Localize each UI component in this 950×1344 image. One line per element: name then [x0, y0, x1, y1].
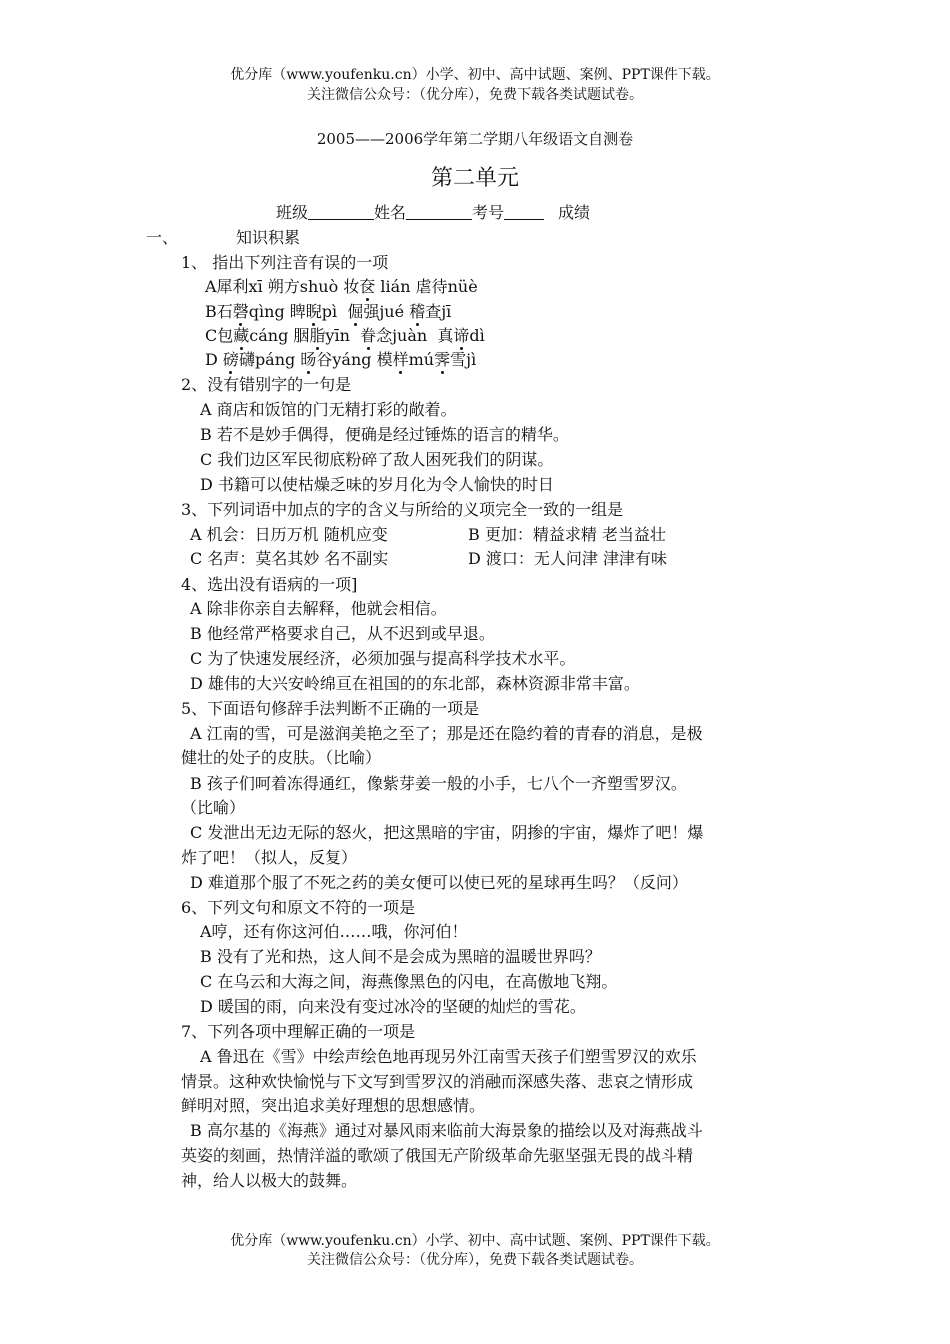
q3-stem: 3、下列词语中加点的字的含义与所给的义项完全一致的一组是 — [181, 500, 624, 519]
q7-stem: 7、下列各项中理解正确的一项是 — [181, 1022, 416, 1041]
q1-c-text: yīn — [325, 326, 361, 345]
q1-d-text: 雪jì — [450, 350, 477, 369]
section-number: 一、 — [146, 228, 179, 247]
q1-c-dotted-char: 脂 — [309, 326, 326, 345]
q1-c-dotted-char: 藏 — [233, 326, 250, 345]
q2-stem: 2、没有错别字的一句是 — [181, 375, 352, 394]
q1-d-dotted-char: 霁 — [434, 350, 451, 369]
section-heading — [146, 227, 301, 249]
header-line-2: 关注微信公众号：（优分库），免费下载各类试题试卷。 — [307, 87, 643, 103]
footer-line-1: 优分库（www.youfenku.cn）小学、初中、高中试题、案例、PPT课件下载。 — [230, 1233, 720, 1249]
q1-b-dotted-char: 倔 — [347, 302, 364, 321]
q2-option-b: B 若不是妙手偶得，便确是经过锤炼的语言的精华。 — [200, 425, 569, 444]
q1-option-b — [205, 301, 451, 323]
name-blank[interactable] — [406, 203, 472, 220]
q3-option-a: A 机会：日历万机 随机应变 — [190, 525, 388, 544]
score-label: 成绩 — [558, 203, 591, 222]
q1-a-text: A犀利xī 朔方shuò 妆 — [205, 277, 360, 296]
q1-option-c — [205, 325, 485, 347]
q6-option-c: C 在乌云和大海之间，海燕像黑色的闪电，在高傲地飞翔。 — [200, 972, 618, 991]
footer-line-2: 关注微信公众号：（优分库），免费下载各类试题试卷。 — [307, 1252, 643, 1268]
q5-option-c-line1: C 发泄出无边无际的怒火，把这黑暗的宇宙，阴掺的宇宙，爆炸了吧！爆 — [190, 823, 704, 842]
q1-c-dotted-char: 谛 — [453, 326, 470, 345]
q6-option-d: D 暖国的雨，向来没有变过冰冷的坚硬的灿烂的雪花。 — [200, 997, 586, 1016]
q5-stem: 5、下面语句修辞手法判断不正确的一项是 — [181, 699, 480, 718]
q1-option-a — [205, 276, 478, 298]
q1-a-dotted-char: 奁 — [359, 277, 376, 296]
q1-b-text: qìng 睥 — [248, 302, 306, 321]
name-label: 姓名 — [374, 203, 407, 222]
q1-b-text: 强jué — [363, 302, 410, 321]
q4-option-c: C 为了快速发展经济，必须加强与提高科学技术水平。 — [190, 649, 576, 668]
q5-option-d: D 难道那个服了不死之药的美女便可以使已死的星球再生吗？（反问） — [190, 873, 688, 892]
q2-option-a: A 商店和饭馆的门无精打彩的敞着。 — [200, 400, 457, 419]
q1-d-dotted-char: 磅 — [222, 350, 239, 369]
q5-option-a-line2: 健壮的处子的皮肤。（比喻） — [181, 748, 382, 767]
q3-option-b: B 更加：精益求精 老当益壮 — [468, 525, 666, 544]
q1-d-dotted-char: 样 — [392, 350, 409, 369]
q1-option-d — [205, 349, 476, 371]
q1-c-text: dì — [469, 326, 485, 345]
class-label: 班级 — [276, 203, 309, 222]
q5-option-b-line1: B 孩子们呵着冻得通红，像紫芽姜一般的小手，七八个一齐塑雪罗汉。 — [190, 774, 687, 793]
q7-option-a-line2: 情景。这种欢快愉悦与下文写到雪罗汉的消融而深感失落、悲哀之情形成 — [181, 1072, 694, 1091]
q1-c-text: C包 — [205, 326, 234, 345]
q1-d-dotted-char: 旸 — [300, 350, 317, 369]
q1-a-text: lián 虐待nüè — [375, 277, 478, 296]
q4-option-b: B 他经常严格要求自己，从不迟到或早退。 — [190, 624, 495, 643]
q1-c-dotted-char: 眷 — [360, 326, 377, 345]
class-blank[interactable] — [308, 203, 374, 220]
number-blank[interactable] — [504, 203, 544, 220]
number-label: 考号 — [472, 203, 505, 222]
q1-b-text: 查jī — [425, 302, 452, 321]
student-info — [276, 202, 590, 224]
q7-option-a-line1: A 鲁迅在《雪》中绘声绘色地再现另外江南雪天孩子们塑雪罗汉的欢乐 — [200, 1047, 697, 1066]
q1-d-text: mú — [408, 350, 435, 369]
q1-b-dotted-char: 睨 — [305, 302, 322, 321]
q4-stem: 4、选出没有语病的一项] — [181, 575, 358, 594]
q3-option-d: D 渡口：无人问津 津津有味 — [468, 549, 668, 568]
q4-option-a: A 除非你亲自去解释，他就会相信。 — [190, 599, 447, 618]
q1-b-text: B石 — [205, 302, 233, 321]
q2-option-d: D 书籍可以使枯燥乏味的岁月化为令人愉快的时日 — [200, 475, 554, 494]
q7-option-a-line3: 鲜明对照，突出追求美好理想的思想感情。 — [181, 1096, 486, 1115]
q1-d-text: 礴páng — [238, 350, 301, 369]
q7-option-b-line1: B 高尔基的《海燕》通过对暴风雨来临前大海景象的描绘以及对海燕战斗 — [190, 1121, 703, 1140]
section-title: 知识积累 — [236, 228, 301, 247]
q1-d-text: D — [205, 350, 223, 369]
q2-option-c: C 我们边区军民彻底粉碎了敌人困死我们的阴谋。 — [200, 450, 554, 469]
q1-d-text: 谷yáng 模 — [316, 350, 393, 369]
q6-option-b: B 没有了光和热，这人间不是会成为黑暗的温暖世界吗？ — [200, 947, 601, 966]
q5-option-b-line2: （比喻） — [181, 798, 246, 817]
q1-b-dotted-char: 磬 — [232, 302, 249, 321]
q7-option-b-line3: 神，给人以极大的鼓舞。 — [181, 1171, 358, 1190]
q5-option-c-line2: 炸了吧！（拟人，反复） — [181, 848, 358, 867]
q7-option-b-line2: 英姿的刻画，热情洋溢的歌颂了俄国无产阶级革命先驱坚强无畏的战斗精 — [181, 1146, 694, 1165]
q6-option-a: A哼，还有你这河伯……哦，你河伯！ — [200, 922, 468, 941]
q4-option-d: D 雄伟的大兴安岭绵亘在祖国的的东北部，森林资源非常丰富。 — [190, 674, 640, 693]
q1-c-text: 念juàn 真 — [376, 326, 454, 345]
q1-b-dotted-char: 稽 — [409, 302, 426, 321]
q1-c-text: cáng 胭 — [249, 326, 310, 345]
unit-title: 第二单元 — [430, 166, 519, 191]
exam-title: 2005——2006学年第二学期八年级语文自测卷 — [316, 130, 634, 148]
q1-stem: 1、 指出下列注音有误的一项 — [181, 253, 389, 272]
header-line-1: 优分库（www.youfenku.cn）小学、初中、高中试题、案例、PPT课件下载。 — [230, 67, 720, 83]
q1-b-text: pì — [321, 302, 348, 321]
q5-option-a-line1: A 江南的雪，可是滋润美艳之至了；那是还在隐约着的青春的消息，是极 — [190, 724, 703, 743]
q3-option-c: C 名声：莫名其妙 名不副实 — [190, 549, 389, 568]
q6-stem: 6、下列文句和原文不符的一项是 — [181, 898, 416, 917]
